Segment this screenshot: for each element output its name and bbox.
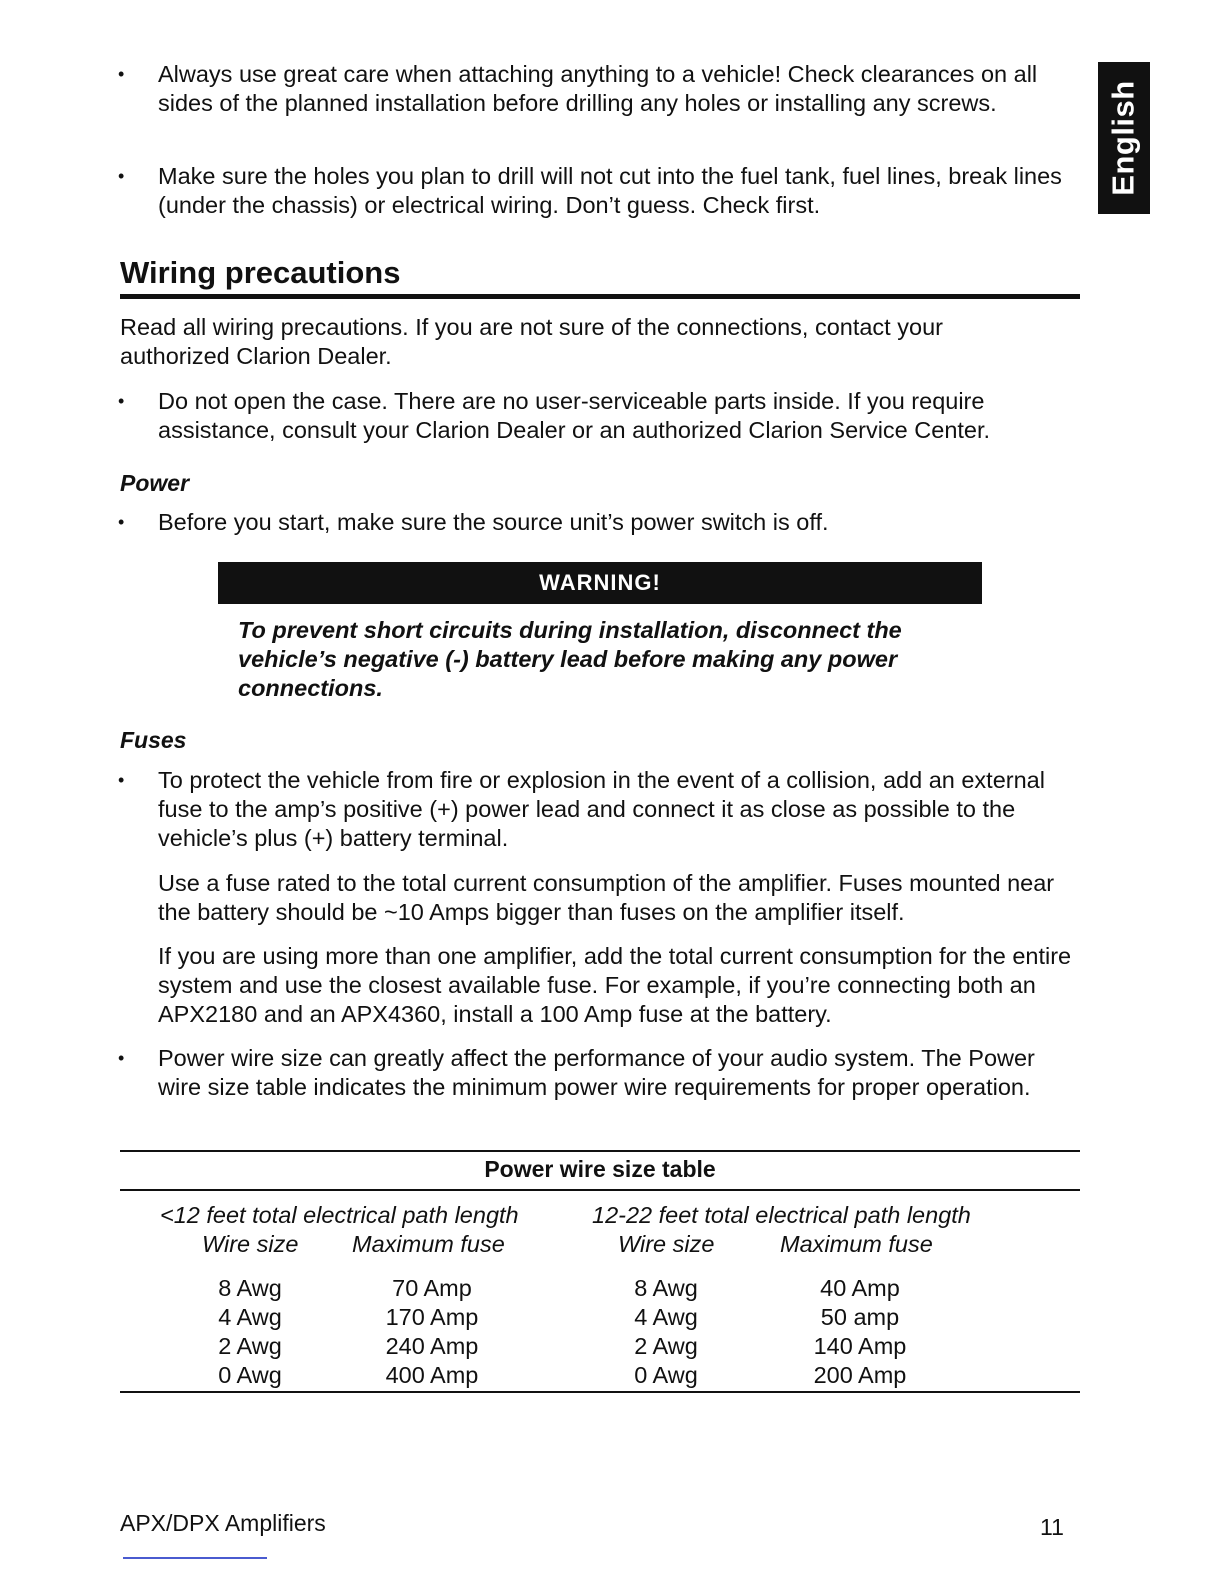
table-cell: 40 Amp xyxy=(820,1275,900,1301)
table-bottom-rule xyxy=(120,1391,1080,1393)
footer-underline xyxy=(123,1557,267,1559)
fuses-paragraph-2: If you are using more than one amplifier, add the total current consumption for the entire system and use the closest available fuse. For example, if you’re connecting both an APX2180 and an APX4360, install a 100 Amp fuse at the battery. xyxy=(158,943,1072,1027)
fuses-bullet-1: To protect the vehicle from fire or explosion in the event of a collision, add an external fuse to the amp’s positive (+) power lead and connect it as close as possible to the vehicle’s plus (+) battery terminal. xyxy=(158,767,1045,851)
table-cell: 8 Awg xyxy=(634,1275,698,1301)
table-top-rule xyxy=(120,1150,1080,1152)
bullet-dot: • xyxy=(118,64,125,84)
warning-text: To prevent short circuits during installation, disconnect the vehicle’s negative (-) battery lead before making any power connections. xyxy=(238,617,902,701)
table-title: Power wire size table xyxy=(484,1156,716,1182)
table-cell: 240 Amp xyxy=(385,1333,479,1359)
page-number: 11 xyxy=(1040,1514,1064,1540)
intro-bullet-2: Make sure the holes you plan to drill will not cut into the fuel tank, fuel lines, break lines (under the chassis) or electrical wiring. Don’t guess. Check first. xyxy=(158,163,1062,218)
table-cell: 50 amp xyxy=(820,1304,900,1330)
table-column-header: Wire size xyxy=(618,1231,715,1257)
table-cell: 2 Awg xyxy=(218,1333,282,1359)
table-cell: 400 Amp xyxy=(385,1362,479,1388)
fuses-heading: Fuses xyxy=(120,727,187,753)
language-tab-label: English xyxy=(1106,80,1142,196)
bullet-dot: • xyxy=(118,1048,125,1068)
table-cell: 140 Amp xyxy=(813,1333,907,1359)
section-title: Wiring precautions xyxy=(120,255,401,290)
table-cell: 2 Awg xyxy=(634,1333,698,1359)
language-tab xyxy=(1098,62,1150,214)
bullet-dot: • xyxy=(118,166,125,186)
table-cell: 170 Amp xyxy=(385,1304,479,1330)
table-column-header: Wire size xyxy=(202,1231,299,1257)
table-header-rule xyxy=(120,1189,1080,1191)
bullet-dot: • xyxy=(118,512,125,532)
intro-bullet-1: Always use great care when attaching anything to a vehicle! Check clearances on all sides of the planned installation before drilling any holes or installing any screws. xyxy=(158,61,1038,116)
table-cell: 0 Awg xyxy=(634,1362,698,1388)
table-cell: 4 Awg xyxy=(634,1304,698,1330)
table-cell: 200 Amp xyxy=(813,1362,907,1388)
table-group-label: 12-22 feet total electrical path length xyxy=(592,1202,971,1228)
bullet-dot: • xyxy=(118,770,125,790)
fuses-bullet-2: Power wire size can greatly affect the performance of your audio system. The Power wire size table indicates the minimum power wire requirements for proper operation. xyxy=(158,1045,1035,1100)
bullet-dot: • xyxy=(118,391,125,411)
footer-title: APX/DPX Amplifiers xyxy=(120,1510,326,1536)
section-intro: Read all wiring precautions. If you are not sure of the connections, contact your authorized Clarion Dealer. xyxy=(120,314,943,369)
fuses-paragraph-1: Use a fuse rated to the total current consumption of the amplifier. Fuses mounted near the battery should be ~10 Amps bigger than fuses on the amplifier itself. xyxy=(158,870,1055,925)
table-cell: 8 Awg xyxy=(218,1275,282,1301)
section-divider xyxy=(120,294,1080,299)
table-cell: 70 Amp xyxy=(392,1275,472,1301)
table-column-header: Maximum fuse xyxy=(352,1231,505,1257)
table-group-label: <12 feet total electrical path length xyxy=(160,1202,519,1228)
section-bullet: Do not open the case. There are no user-serviceable parts inside. If you require assistance, consult your Clarion Dealer or an authorized Clarion Service Center. xyxy=(158,388,991,443)
warning-banner: WARNING! xyxy=(218,562,982,604)
table-cell: 0 Awg xyxy=(218,1362,282,1388)
table-cell: 4 Awg xyxy=(218,1304,282,1330)
power-bullet: Before you start, make sure the source unit’s power switch is off. xyxy=(158,509,829,535)
table-column-header: Maximum fuse xyxy=(780,1231,933,1257)
power-heading: Power xyxy=(120,470,190,496)
